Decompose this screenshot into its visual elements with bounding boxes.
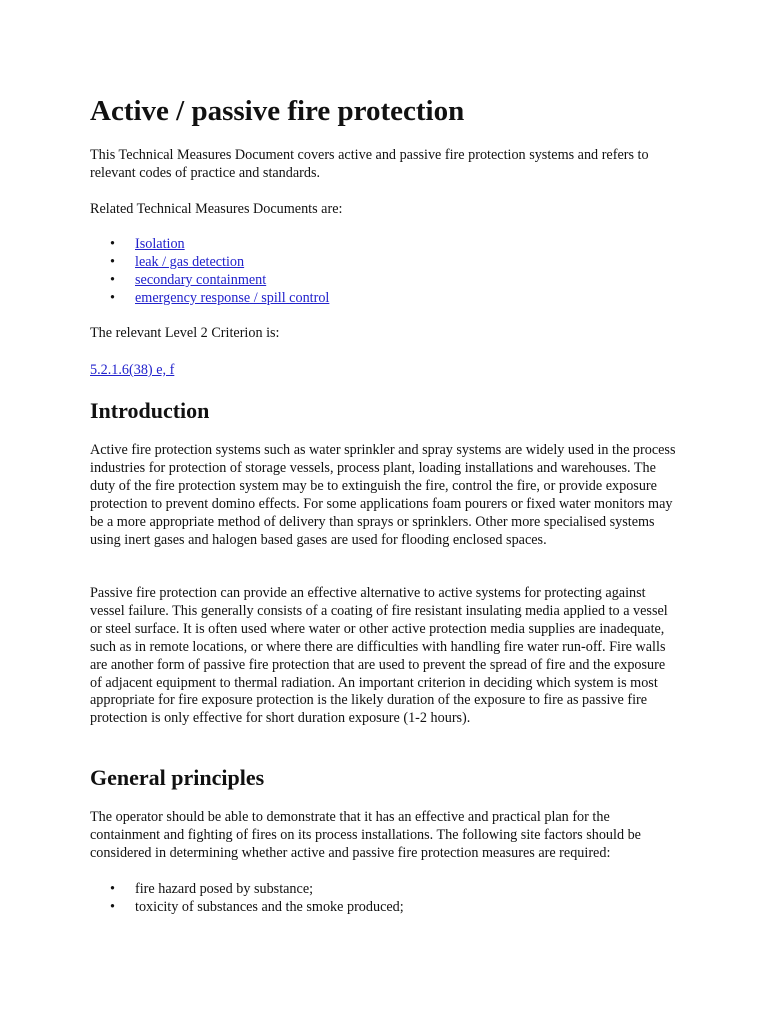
- introduction-paragraph-active: Active fire protection systems such as water sprinkler and spray systems are widely used in the process industries for protection of storage vessels, process plant, loading installations and warehouses. The duty of the fire protection system may be to extinguish the fire, control the fire, or provide exposure protection to prevent domino effects. For some applications foam pourers or fixed water monitors may be a more appropriate method of delivery than sprays or sprinklers. Other more specialised systems using inert gases and halogen based gases are used for flooding enclosed spaces.: [90, 442, 676, 548]
- link-secondary-containment[interactable]: secondary containment: [135, 271, 267, 288]
- bullet: •: [110, 271, 115, 288]
- related-documents-label: Related Technical Measures Documents are:: [90, 201, 343, 217]
- bullet: •: [110, 236, 115, 252]
- bullet: •: [110, 898, 115, 915]
- introduction-paragraph-passive: Passive fire protection can provide an effective alternative to active systems for protecting against vessel failure. This generally consists of a coating of fire resistant insulating media applied to a vessel or steel surface. It is often used where water or other active protection media supplies are inadequate, such as in remote locations, or where there are difficulties with handling fire water run-off. Fire walls are another form of passive fire protection that are used to prevent the spread of fire and the exposure of adjacent equipment to thermal radiation. An important criterion in deciding which system is most appropriate for fire exposure protection is the likely duration of the exposure to fire as passive fire protection is only effective for short duration exposure (1-2 hours).: [90, 585, 668, 727]
- list-item: [90, 254, 329, 272]
- related-documents-list: [90, 236, 329, 308]
- list-item-text: toxicity of substances and the smoke produced;: [135, 898, 404, 915]
- page-title: Active / passive fire protection: [90, 95, 465, 127]
- list-item: [90, 236, 329, 254]
- list-item: [90, 290, 329, 308]
- list-item: [90, 881, 404, 899]
- intro-paragraph: This Technical Measures Document covers active and passive fire protection systems and refers to relevant codes of practice and standards.: [90, 147, 649, 181]
- general-principles-heading: General principles: [90, 765, 265, 790]
- link-isolation[interactable]: Isolation: [135, 236, 185, 252]
- link-leak-gas-detection[interactable]: leak / gas detection: [135, 253, 245, 270]
- site-factors-list: [90, 881, 404, 917]
- criterion-label: The relevant Level 2 Criterion is:: [90, 325, 280, 341]
- criterion-link[interactable]: 5.2.1.6(38) e, f: [90, 362, 175, 378]
- bullet: •: [110, 289, 115, 306]
- general-principles-paragraph: The operator should be able to demonstrate that it has an effective and practical plan for the containment and fighting of fires on its process installations. The following site factors should be considered in determining whether active and passive fire protection measures are required:: [90, 809, 641, 861]
- list-item: [90, 272, 329, 290]
- link-emergency-response[interactable]: emergency response / spill control: [135, 289, 330, 306]
- list-item-text: fire hazard posed by substance;: [135, 881, 314, 897]
- bullet: •: [110, 253, 115, 270]
- bullet: •: [110, 881, 115, 897]
- criterion-paragraph: [90, 362, 680, 380]
- list-item: [90, 899, 404, 917]
- introduction-heading: Introduction: [90, 398, 210, 423]
